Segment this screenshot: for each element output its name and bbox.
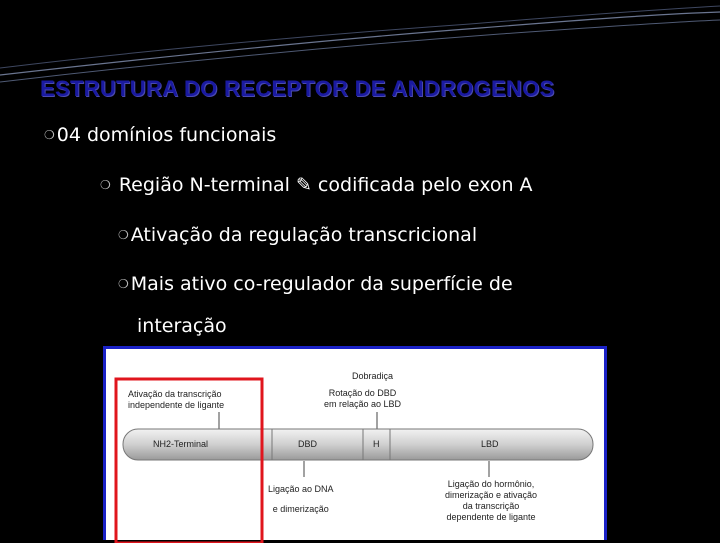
bullet-marker-icon: ❍ xyxy=(100,178,111,192)
bullet-text: Mais ativo co-regulador da superfície de xyxy=(130,273,513,295)
bullet-text: Região N-terminal ✎ codificada pelo exon A xyxy=(118,174,533,196)
bullet-level1 xyxy=(44,124,276,146)
bullet-level2 xyxy=(100,174,533,196)
domain-label-lbd: LBD xyxy=(481,439,499,449)
bullet-marker-icon: ❍ xyxy=(44,128,55,142)
label-activation: Ativação da transcrição independente de ligante xyxy=(128,389,225,410)
bullet-level3 xyxy=(118,273,513,295)
domain-label-hinge: H xyxy=(373,439,380,449)
bullet-marker-icon: ❍ xyxy=(118,277,129,291)
label-hinge-title: Dobradiça xyxy=(352,371,394,381)
bullet-text: Ativação da regulação transcricional xyxy=(130,224,478,246)
bullet-continuation: interação xyxy=(137,315,227,337)
label-hinge-desc: Rotação do DBD em relação ao LBD xyxy=(324,388,402,409)
slide-title: ESTRUTURA DO RECEPTOR DE ANDROGENOS xyxy=(40,76,555,101)
bullet-marker-icon: ❍ xyxy=(118,228,129,242)
domain-label-dbd: DBD xyxy=(298,439,318,449)
label-hormone-binding: Ligação do hormônio, dimerização e ativação da transcrição dependente de ligante xyxy=(444,479,538,522)
bullet-text: 04 domínios funcionais xyxy=(56,124,277,146)
receptor-diagram-figure xyxy=(103,346,607,540)
bullet-level3 xyxy=(118,224,477,246)
domain-label-nterm: NH2-Terminal xyxy=(153,439,209,449)
label-dna-binding: Ligação ao DNA e dimerização xyxy=(268,484,334,514)
